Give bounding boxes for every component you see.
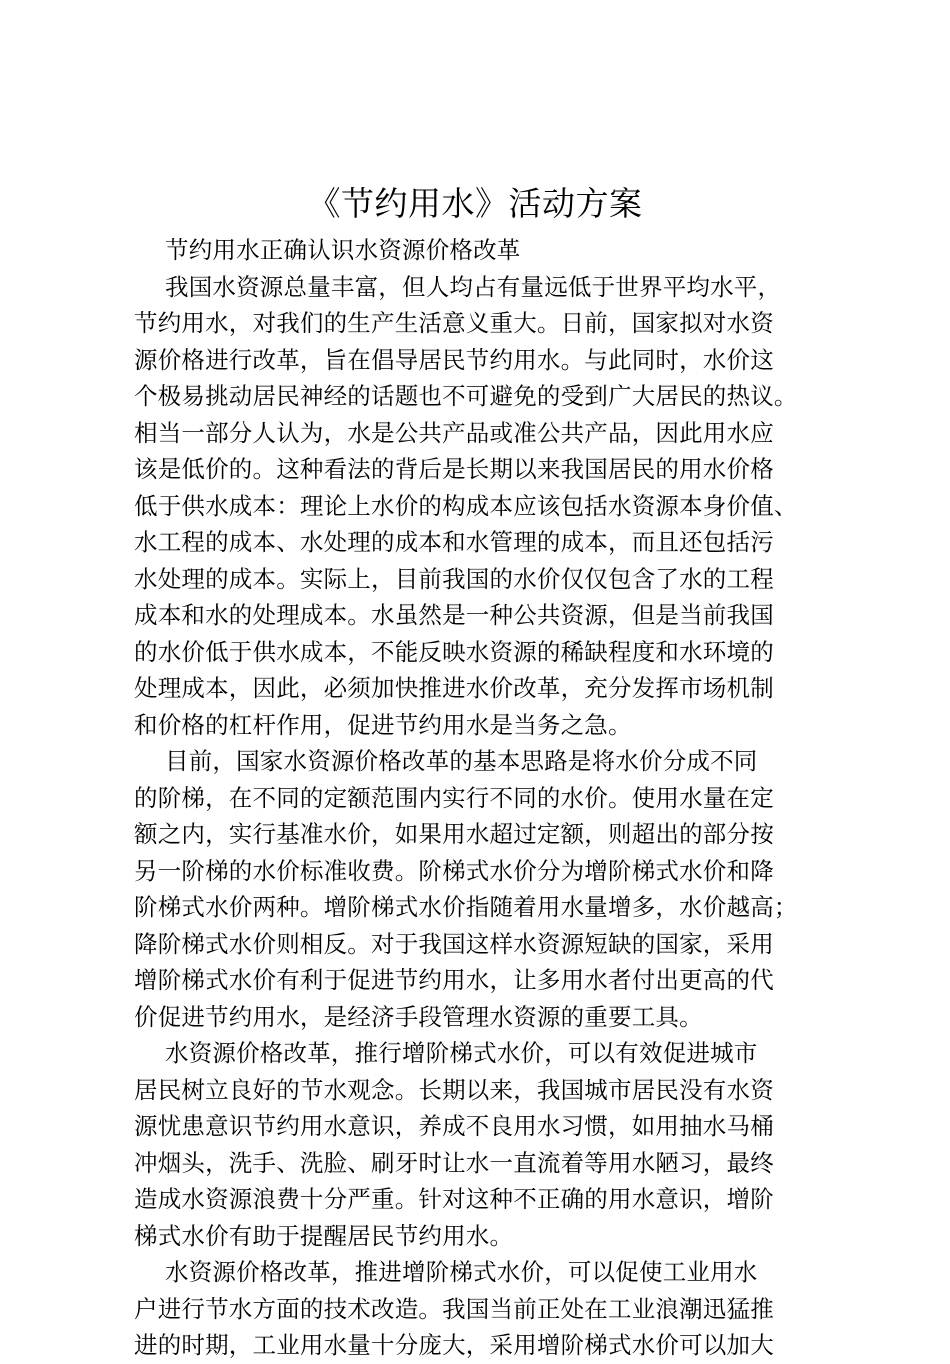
- paragraph-line: 水处理的成本。实际上，目前我国的水价仅仅包含了水的工程: [134, 564, 774, 593]
- paragraph-line: 价促进节约用水，是经济手段管理水资源的重要工具。: [134, 1002, 703, 1031]
- subtitle-line: 节约用水正确认识水资源价格改革: [165, 236, 521, 264]
- paragraph-line: 增阶梯式水价有利于促进节约用水，让多用水者付出更高的代: [134, 966, 774, 994]
- paragraph-line: 降阶梯式水价则相反。对于我国这样水资源短缺的国家，采用: [134, 929, 774, 958]
- paragraph-line: 的阶梯，在不同的定额范围内实行不同的水价。使用水量在定: [134, 783, 774, 812]
- paragraph-line: 处理成本，因此，必须加快推进水价改革，充分发挥市场机制: [134, 674, 774, 702]
- paragraph-line: 个极易挑动居民神经的话题也不可避免的受到广大居民的热议。: [134, 382, 798, 410]
- paragraph-line: 的水价低于供水成本，不能反映水资源的稀缺程度和水环境的: [134, 637, 774, 666]
- paragraph-line: 水资源价格改革，推行增阶梯式水价，可以有效促进城市: [165, 1039, 758, 1067]
- paragraph-line: 户进行节水方面的技术改造。我国当前正处在工业浪潮迅猛推: [134, 1294, 774, 1323]
- paragraph-line: 居民树立良好的节水观念。长期以来，我国城市居民没有水资: [134, 1075, 774, 1104]
- paragraph-line: 我国水资源总量丰富，但人均占有量远低于世界平均水平，: [165, 272, 782, 301]
- paragraph-line: 冲烟头，洗手、洗脸、刷牙时让水一直流着等用水陋习，最终: [134, 1148, 774, 1177]
- paragraph-line: 进的时期，工业用水量十分庞大，采用增阶梯式水价可以加大: [134, 1331, 774, 1359]
- paragraph-line: 水资源价格改革，推进增阶梯式水价，可以促使工业用水: [165, 1258, 758, 1286]
- paragraph-line: 源忧患意识节约用水意识，养成不良用水习惯，如用抽水马桶: [134, 1112, 774, 1140]
- paragraph-line: 阶梯式水价两种。增阶梯式水价指随着用水量增多，水价越高；: [134, 893, 798, 921]
- paragraph-line: 相当一部分人认为，水是公共产品或准公共产品，因此用水应: [134, 418, 774, 447]
- paragraph-line: 源价格进行改革，旨在倡导居民节约用水。与此同时，水价这: [134, 345, 774, 374]
- paragraph-line: 和价格的杠杆作用，促进节约用水是当务之急。: [134, 710, 632, 739]
- document-title: 《节约用水》活动方案: [307, 184, 643, 223]
- paragraph-line: 水工程的成本、水处理的成本和水管理的成本，而且还包括污: [134, 528, 774, 556]
- paragraph-line: 造成水资源浪费十分严重。针对这种不正确的用水意识，增阶: [134, 1185, 774, 1213]
- document-body: [134, 232, 834, 1364]
- paragraph-line: 额之内，实行基准水价，如果用水超过定额，则超出的部分按: [134, 820, 774, 848]
- paragraph-line: 成本和水的处理成本。水虽然是一种公共资源，但是当前我国: [134, 601, 774, 629]
- paragraph-line: 目前，国家水资源价格改革的基本思路是将水价分成不同: [165, 747, 758, 775]
- paragraph-line: 该是低价的。这种看法的背后是长期以来我国居民的用水价格: [134, 455, 774, 483]
- paragraph-line: 梯式水价有助于提醒居民节约用水。: [134, 1221, 514, 1250]
- paragraph-line: 节约用水，对我们的生产生活意义重大。日前，国家拟对水资: [134, 309, 774, 337]
- paragraph-line: 另一阶梯的水价标准收费。阶梯式水价分为增阶梯式水价和降: [134, 856, 774, 885]
- paragraph-line: 低于供水成本：理论上水价的构成本应该包括水资源本身价值、: [134, 491, 798, 520]
